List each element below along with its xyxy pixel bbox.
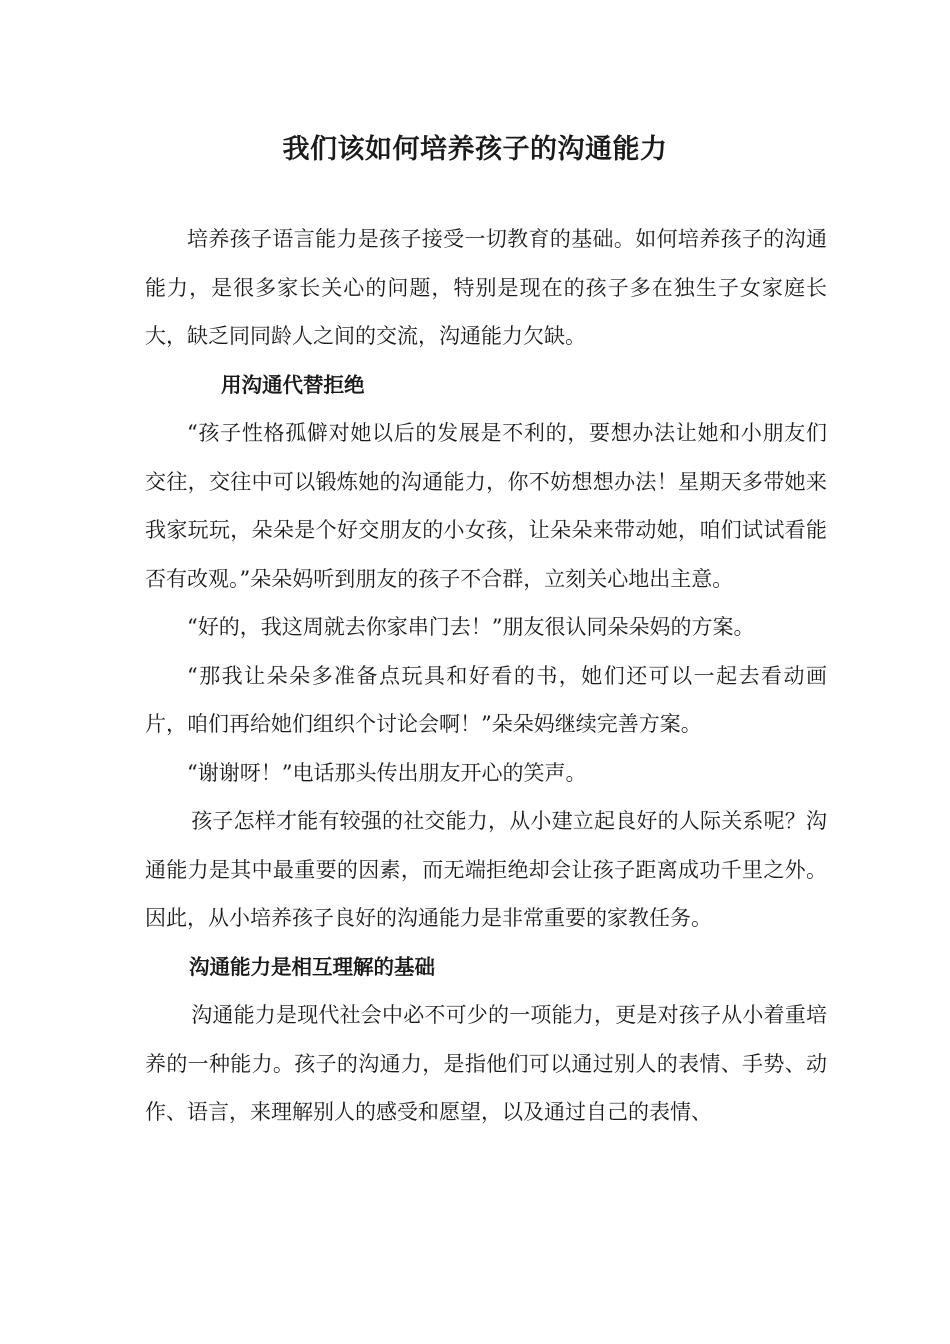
section-heading-1: 用沟通代替拒绝 (221, 372, 365, 397)
document-title: 我们该如何培养孩子的沟通能力 (282, 134, 668, 165)
paragraph: 沟通能力是现代社会中必不可少的一项能力，更是对孩子从小着重培养的一种能力。孩子的沟通力，是指他们可以通过别人的表情、手势、动作、语言，来理解别人的感受和愿望，以及通过自己的表情、 (145, 1003, 827, 1124)
paragraph: “那我让朵朵多准备点玩具和好看的书，她们还可以一起去看动画片，咱们再给她们组织个讨论会啊！”朵朵妈继续完善方案。 (145, 663, 827, 736)
paragraph: “好的，我这周就去你家串门去！”朋友很认同朵朵妈的方案。 (187, 615, 755, 639)
paragraph: “孩子性格孤僻对她以后的发展是不利的，要想办法让她和小朋友们交往，交往中可以锻炼她的沟通能力，你不妨想想办法！星期天多带她来我家玩玩，朵朵是个好交朋友的小女孩，让朵朵来带动她，咱们试试看能否有改观。”朵朵妈听到朋友的孩子不合群，立刻关心地出主意。 (145, 421, 827, 591)
section-heading-2: 沟通能力是相互理解的基础 (189, 954, 435, 979)
intro-paragraph: 培养孩子语言能力是孩子接受一切教育的基础。如何培养孩子的沟通能力，是很多家长关心的问题，特别是现在的孩子多在独生子女家庭长大，缺乏同同龄人之间的交流，沟通能力欠缺。 (145, 227, 827, 348)
paragraph: “谢谢呀！”电话那头传出朋友开心的笑声。 (187, 760, 587, 785)
document-body (145, 215, 827, 1137)
paragraph: 孩子怎样才能有较强的社交能力，从小建立起良好的人际关系呢？沟通能力是其中最重要的因素，而无端拒绝却会让孩子距离成功千里之外。因此，从小培养孩子良好的沟通能力是非常重要的家教任务。 (145, 809, 827, 930)
